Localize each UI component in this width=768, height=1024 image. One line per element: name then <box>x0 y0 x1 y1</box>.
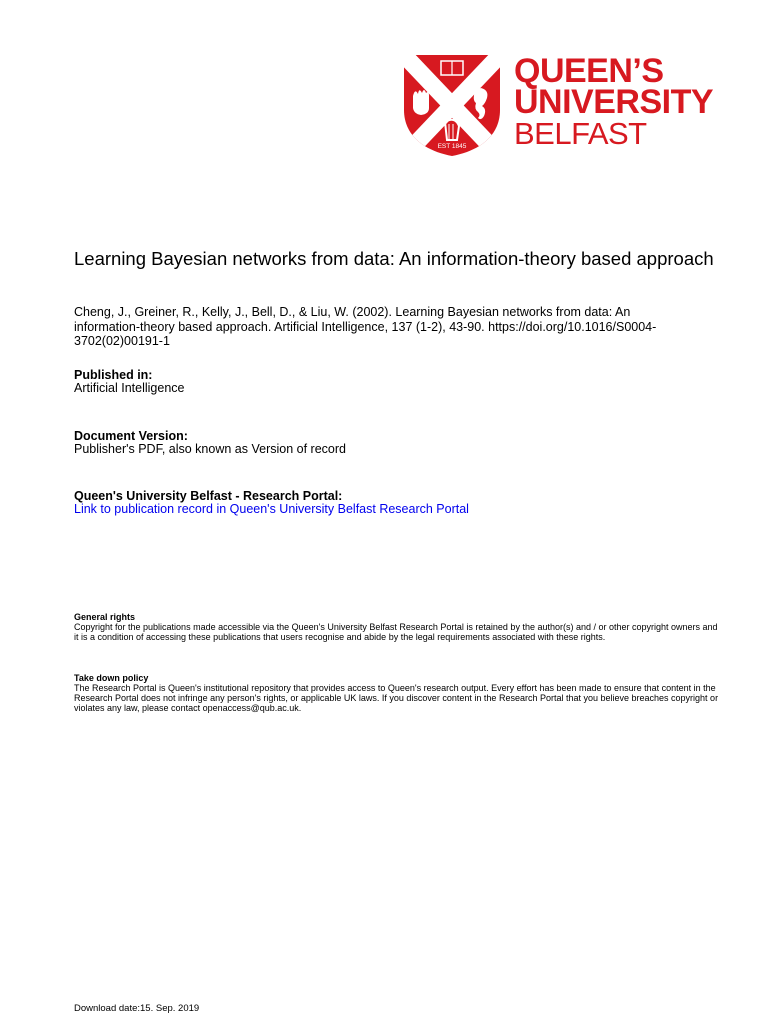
document-version-value: Publisher's PDF, also known as Version of record <box>74 442 346 456</box>
document-version-label: Document Version: <box>74 429 188 443</box>
general-rights-text: Copyright for the publications made accessible via the Queen's University Belfast Research Portal is retained by the author(s) and / or other copyright owners and it is a condition of accessing these publications that users recognise and abide by the legal requirements associated with these rights. <box>74 622 718 642</box>
download-date: Download date:15. Sep. 2019 <box>74 1003 200 1014</box>
wordmark-line-3: BELFAST <box>514 116 647 151</box>
published-in-value: Artificial Intelligence <box>74 381 185 395</box>
take-down-text: The Research Portal is Queen's institutional repository that provides access to Queen's research output. Every effort has been made to ensure that content in the Research Portal does not infringe any person's rights, or applicable UK laws. If you discover content in the Research Portal that you believe breaches copyright or violates any law, please contact openaccess@qub.ac.uk. <box>74 683 719 713</box>
research-portal-label: Queen's University Belfast - Research Portal: <box>74 489 343 503</box>
crest-icon <box>401 52 503 158</box>
publication-record-link[interactable]: Link to publication record in Queen's University Belfast Research Portal <box>74 502 469 516</box>
crest-established: EST 1845 <box>437 143 467 150</box>
citation-text: Cheng, J., Greiner, R., Kelly, J., Bell, D., & Liu, W. (2002). Learning Bayesian networks from data: An information-theory based approach. Artificial Intelligence, 137 (1-2), 43-90. https://doi.org/10.1016/S0004-3702(02)00191-1 <box>74 305 657 348</box>
research-portal-section <box>74 490 714 516</box>
published-in-section <box>74 369 714 395</box>
university-wordmark <box>514 54 713 149</box>
general-rights-section <box>74 612 724 642</box>
document-title: Learning Bayesian networks from data: An information-theory based approach <box>74 248 714 269</box>
university-logo <box>401 52 721 162</box>
take-down-section <box>74 673 724 713</box>
wordmark-line-1: QUEEN’S <box>514 52 664 90</box>
published-in-label: Published in: <box>74 368 153 382</box>
wordmark-line-2: UNIVERSITY <box>514 83 714 121</box>
take-down-label: Take down policy <box>74 673 149 683</box>
general-rights-label: General rights <box>74 612 136 622</box>
document-version-section <box>74 430 714 456</box>
